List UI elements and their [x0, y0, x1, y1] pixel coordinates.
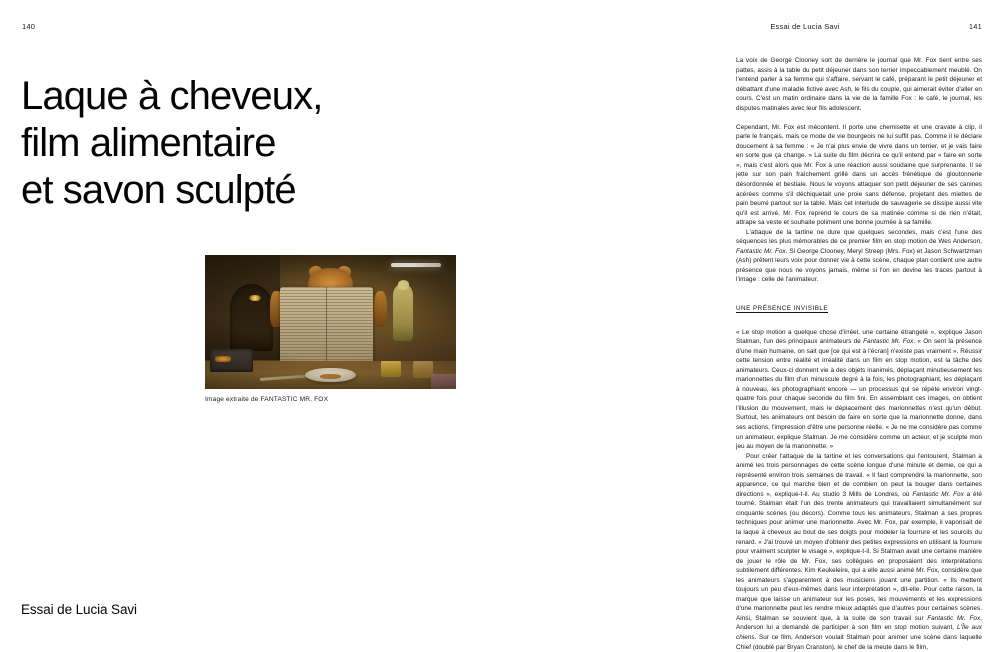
- folio-left: 140: [22, 22, 36, 31]
- still-foreground-object: [431, 374, 456, 389]
- page-left: [0, 0, 502, 645]
- film-still-image: [205, 255, 456, 389]
- work-title: L'Île aux chiens: [736, 624, 982, 642]
- still-fox-arm-right: [374, 291, 387, 327]
- article-title-line-3: et savon sculpté: [21, 167, 296, 212]
- still-light-tube: [391, 263, 441, 267]
- figure-caption: Image extraite de FANTASTIC MR. FOX: [205, 396, 329, 403]
- work-title: Fantastic Mr. Fox: [736, 247, 786, 255]
- still-lamp-icon: [249, 295, 262, 300]
- work-title: Fantastic Mr. Fox: [927, 614, 981, 622]
- page-right: [502, 0, 1004, 651]
- still-oven-glow: [215, 356, 231, 363]
- body-paragraph: La voix de George Clooney sort de derrière le journal que Mr. Fox tient entre ses pattes, assis à la table du petit déjeuner dans son terrier impeccablement meublé. On l'entend parler à sa femme qui s'affaire, servant le café, préparant le petit déjeuner et débattant d'une maladie fictive avec Ash, le fils du couple, qui aimerait éviter d'aller en cours. C'est un matin ordinaire dans la vie de la famille Fox : le café, le journal, les disputes matinales avec leur fils adolescent.: [736, 57, 982, 112]
- still-backdrop: [205, 255, 456, 389]
- work-title: Fantastic Mr. Fox: [912, 490, 964, 498]
- figure-film-still: [205, 255, 456, 404]
- running-head-label: Essai de Lucia Savi: [770, 22, 840, 31]
- still-background-character: [393, 284, 413, 340]
- body-text-column: [736, 56, 982, 652]
- byline: Essai de Lucia Savi: [21, 602, 137, 617]
- still-newspaper-fold: [326, 287, 327, 363]
- body-paragraph: « Le stop motion a quelque chose d'irréel, une certaine étrangeté », explique Jason Stalman, l'un des principaux animateurs de Fantastic Mr. Fox. « On sent la présence d'une main humaine, on sait que [ce qui est à l'écran] n'existe pas vraiment ». Réussir cette tension entre réalité et irréalité dans un film en stop motion, est la tâche des animateurs. Ceux-ci donnent vie à des objets inanimés, déplaçant minutieusement les marionnettes du film d'un minuscule degré à la fois, les photographiant, les déplaçant à nouveau, les photographiant encore — un processus qui se répète environ vingt-quatre fois pour chaque seconde du film fini. En assemblant ces images, on obtient l'illusion du mouvement, mais le déplacement des marionnettes n'est qu'un début. Surtout, les animateurs ont besoin de faire en sorte que la marionnette donne, dans ses actions, l'impression d'être une personne réelle. « Je ne me considère pas comme un animateur, explique Stalman. Je me considère comme un acteur, et je sculpte mon jeu au moyen de la marionnette. »: [736, 328, 982, 451]
- article-title-line-2: film alimentaire: [21, 120, 276, 165]
- article-title-line-1: Laque à cheveux,: [21, 73, 323, 118]
- section-subheading: UNE PRÉSENCE INVISIBLE: [736, 304, 829, 312]
- body-paragraph: Cependant, Mr. Fox est mécontent. Il porte une chemisette et une cravate à clip, il parle le français, mais ce mode de vie bourgeois ne lui suffit pas. Comme il le déclare doucement à sa femme : « Je n'ai plus envie de vivre dans un terrier, et je vais faire en sorte que ça change. » La suite du film décrira ce qu'il entend par « faire en sorte », mais c'est alors que Mr. Fox a une réaction aussi soudaine que surprenante. Il se jette sur son pain fraîchement grillé dans un accès frénétique de gloutonnerie désordonnée et bestiale. Nous le voyons attaquer son petit déjeuner de ses canines acérées comme s'il déchiquetait une proie sans défense, projetant des miettes de pain beurré partout sur la table. Mais cet interlude de sauvagerie se dissipe aussi vite qu'il est arrivé. Mr. Fox reprend le cours de sa matinée comme si de rien n'était, attrape sa veste et souhaite poliment une bonne journée à sa famille.: [736, 123, 982, 227]
- still-background-character-head: [398, 280, 410, 289]
- still-toast: [320, 374, 340, 379]
- work-title: Fantastic Mr. Fox: [863, 338, 914, 346]
- body-paragraph: L'attaque de la tartine ne dure que quelques secondes, mais c'est l'une des séquences les plus mémorables de ce premier film en stop motion de Wes Anderson, Fantastic Mr. Fox. Si George Clooney, Meryl Streep (Mrs. Fox) et Jason Schwartzman (Ash) prêtent leurs voix pour donner vie à cette scène, chaque plan contient une autre présence que nous ne voyons jamais, même si l'on en devine les traces partout à l'image : celle de l'animateur.: [736, 228, 982, 284]
- article-title: [21, 73, 461, 214]
- folio-right: 141: [968, 22, 982, 31]
- still-cup: [381, 361, 401, 377]
- section-subheading-wrap: [736, 304, 982, 314]
- body-paragraph: Pour créer l'attaque de la tartine et les conversations qui l'entourent, Stalman a animé les trois personnages de cette scène longue d'une minute et demie, ce qui a représenté environ trois semaines de travail. « Il faut comprendre la marionnette, son apparence, ce qui marche bien et de combien on peut la bouger dans certaines directions », explique-t-il. Au studio 3 Mills de Londres, où Fantastic Mr. Fox a été tourné, Stalman était l'un des trente animateurs qui travaillaient simultanément sur cinquante scènes (ou décors). Comme tous les animateurs, Stalman a ses propres techniques pour animer une marionnette. Avec Mr. Fox, par exemple, il vaporisait de la laque à cheveux au bout de ses doigts pour modeler la fourrure et les sourcils du renard. « J'ai trouvé un moyen d'obtenir des petites expressions en utilisant la fourrure pour vraiment sculpter le visage », explique-t-il. Si Stalman avait une certaine manière de jouer le rôle de Mr. Fox, ses collègues en proposaient des interprétations subtilement différentes. Kim Keukeleire, qui a elle aussi animé Mr. Fox, considère que les animateurs s'apparentent à des musiciens jouant une partition. « Ils mettent toujours un peu d'eux-mêmes dans leur interprétation », dit-elle. Pour cette raison, la marque que laisse un animateur sur les poses, les mouvements et les expressions d'une marionnette peut les rendre mieux adaptés que d'autres pour certaines scènes. Ainsi, Stalman se souvient que, à la suite de son travail sur Fantastic Mr. Fox, Anderson lui a demandé de participer à son film en stop motion suivant, L'Île aux chiens. Sur ce film, Anderson voulait Stalman pour animer une scène dans laquelle Chief (doublé par Bryan Cranston), le chef de la meute dans le film,: [736, 452, 982, 651]
